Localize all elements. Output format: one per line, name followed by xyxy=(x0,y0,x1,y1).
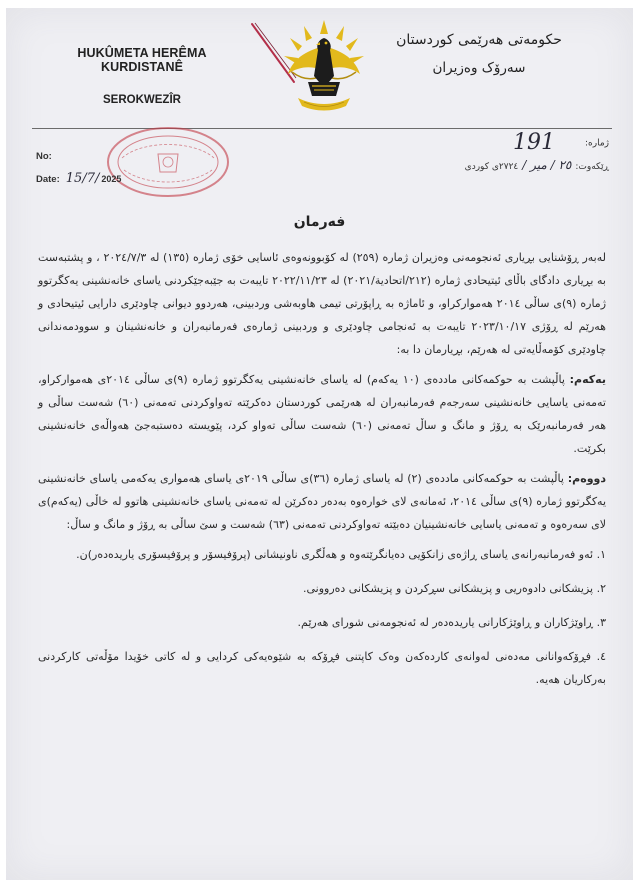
list-item: ٣. ڕاوێژکاران و ڕاوێژکارانی یاریدەدەر لە ئەنجومەنی شورای هەرێم. xyxy=(297,616,606,629)
gov-name-latin: HUKÛMETA HERÊMA KURDISTANÊ xyxy=(77,46,207,74)
clause-second-text: پاڵپشت بە حوکمەکانی ماددەی (٢) لە یاسای ژمارە (٣٦)ی ساڵی ٢٠١٩ی یاسای هەمواری یەکەمی یاسای خانەنشینی یەکگرتوو ژمارە (٩)ی ساڵی ٢٠١٤، ئەمانەی لای خوارەوە بەدەر دەکرێن لە تەمەنی یاسای خانەنشینی هاتوو لە خاڵی (یەکەم)ی لای سەرەوە و تەمەنی یاسایی خانەنشینیان دەبێتە تەواوکردنی تەمەنی (٦٣) شەست و سێ ساڵی بە ڕۆژ و مانگ و ساڵ: xyxy=(38,472,607,531)
clause-first xyxy=(38,368,606,460)
date-year: 2025 xyxy=(101,174,122,184)
list-item: ١. ئەو فەرمانبەرانەی یاسای ڕاژەی زانکۆیی دەیانگرێتەوە و هەڵگری ناونیشانی (پرۆفیسۆر و پرۆفیسۆری یاریدەدەر)ن. xyxy=(76,548,606,561)
header-latin xyxy=(42,46,242,106)
document-body xyxy=(38,246,606,702)
clause-second xyxy=(38,467,606,536)
clause-first-text: پاڵپشت بە حوکمەکانی ماددەی (١٠ یەکەم) لە یاسای خانەنشینی یەکگرتوو ژمارە (٩)ی ساڵی ٢٠١٤ی هەموارکراو، تەمەنی یاسایی خانەنشینی سەرجەم فەرمانبەران لە هەرێمی کوردستان دەکرێتە تەواوکردنی تەمەنی (٦٠) شەست ساڵی و هەر فەرمانبەرێک بە ڕۆژ و مانگ و ساڵ تەمەنی (٦٠) شەست ساڵی تەواو کرد، پێویستە دەستبەجێ هەواڵەی خانەنشینی بکرێت. xyxy=(38,373,606,455)
clause-first-label: یەکەم: xyxy=(569,373,606,386)
date-row xyxy=(36,168,121,190)
clause-second-label: دووەم: xyxy=(567,472,607,485)
kurdish-date-row xyxy=(399,154,609,176)
no-label: No: xyxy=(36,151,52,162)
gov-name-kurdish: حکومەتی هەرێمی کوردستان xyxy=(396,32,562,48)
number-label: ژمارە: xyxy=(584,138,609,149)
date-handwritten: 15/7/ xyxy=(65,171,100,186)
kurdistan-emblem-icon xyxy=(274,16,374,114)
document-page xyxy=(6,8,633,880)
list-item: ٤. فڕۆکەوانانی مەدەنی لەوانەی کاردەکەن وەک کاپتنی فڕۆکە بە شێوەیەکی کردایی و لە کاتی خۆیدا مۆڵەتی کارکردنی بەرکاریان هەیە. xyxy=(38,650,606,686)
number-handwritten: 191 xyxy=(512,130,555,155)
date-label: Date: xyxy=(36,174,60,185)
header-kurdish xyxy=(369,32,589,76)
reference-latin xyxy=(36,146,121,190)
number-row xyxy=(399,132,609,154)
official-stamp-icon xyxy=(102,120,234,204)
exception-list xyxy=(38,543,606,691)
intro-paragraph: لەبەر ڕۆشنایی بڕیاری ئەنجومەنی وەزیران ژمارە (٢٥٩) لە کۆبوونەوەی ئاسایی خۆی ژمارە (١٣٥) لە ٢٠٢٤/٧/٣ ، و پشتبەست بە بڕیاری دادگای باڵای ئیتیحادی ژمارە (٢١٢/اتحادیة/٢٠٢١) لە ٢٠٢٢/١١/٢٣ تایبەت بە جێبەجێکردنی یاسای خانەنشینی یەکگرتوو ژمارە (٩)ی ساڵی ٢٠١٤ هەموارکراو، و ئاماژە بە ڕاپۆرتی تیمی هاوبەشی وردبینی، هەردوو دیوانی چاودێری دارایی ئیتیحادی و هەرێم لە ڕۆژی ٢٠٢٣/١٠/١٧ تایبەت بە ئەنجامی چاودێری و وردبینی ژمارەی فەرمانبەران و خانەنشینان و سوودمەندانی چاودێری کۆمەڵایەتی لە هەرێم، بڕیارمان دا بە: xyxy=(38,251,607,356)
kurdish-date-year: ٢٧٢٤ی کوردی xyxy=(464,162,519,172)
office-kurdish: سەرۆک وەزیران xyxy=(432,60,526,76)
kurdish-date-handwritten: ٢٥ / میر / xyxy=(522,158,572,172)
reference-kurdish xyxy=(399,132,609,176)
office-latin: SEROKWEZÎR xyxy=(103,94,181,106)
document-title: فەرمان xyxy=(293,214,346,230)
list-item: ٢. پزیشکانی دادوەریی و پزیشکانی سڕکردن و پزیشکانی دەروونی. xyxy=(302,582,606,595)
no-row xyxy=(36,146,121,168)
kurdish-date-label: ڕێکەوت: xyxy=(575,162,609,172)
